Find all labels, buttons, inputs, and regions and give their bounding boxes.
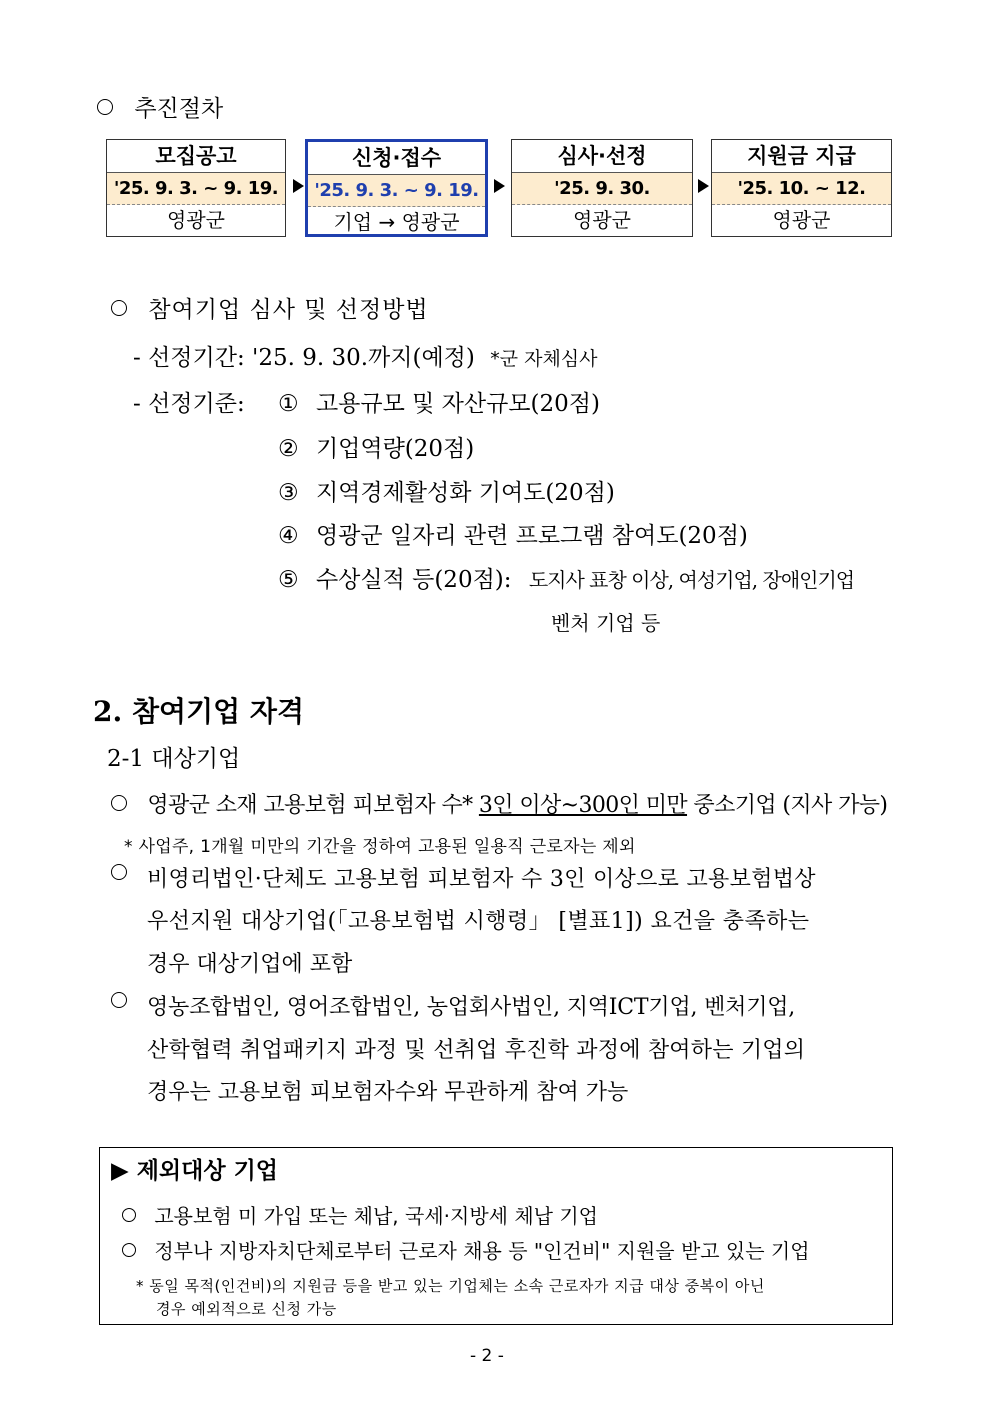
circle-bullet-icon xyxy=(122,1208,136,1222)
eligibility-line: 산학협력 취업패키지 과정 및 선취업 후진학 과정에 참여하는 기업의 xyxy=(147,1038,806,1063)
step-apply xyxy=(305,139,488,237)
step-date: '25. 9. 3. ~ 9. 19. xyxy=(107,173,285,205)
circle-bullet-icon xyxy=(111,992,127,1008)
step-actor: 영광군 xyxy=(772,208,831,232)
eligibility-line: 우선지원 대상기업(「고용보험법 시행령」 [별표1]) 요건을 충족하는 xyxy=(147,909,810,934)
eligibility-item xyxy=(111,990,127,1015)
exclusion-note: * 동일 목적(인건비)의 지원금 등을 받고 있는 기업체는 소속 근로자가 지급 대상 중복이 아닌 xyxy=(136,1277,765,1295)
step-recruit xyxy=(106,139,286,237)
step-date: '25. 9. 30. xyxy=(512,173,692,205)
step-actor: 영광군 xyxy=(167,208,225,232)
circle-bullet-icon xyxy=(122,1243,136,1257)
step-title: 모집공고 xyxy=(107,140,285,173)
exclusion-item: 고용보험 미 가입 또는 체납, 국세·지방세 체납 기업 xyxy=(122,1200,598,1229)
exclusion-item: 정부나 지방자치단체로부터 근로자 채용 등 "인건비" 지원을 받고 있는 기업 xyxy=(122,1235,810,1264)
exclusion-note: 경우 예외적으로 신청 가능 xyxy=(156,1300,337,1318)
step-actor: 기업 → 영광군 xyxy=(333,210,460,234)
criteria-label: - 선정기준: xyxy=(133,391,245,417)
eligibility-note: * 사업주, 1개월 미만의 기간을 정하여 고용된 일용직 근로자는 제외 xyxy=(124,837,636,857)
selection-period: - 선정기간: '25. 9. 30.까지(예정) *군 자체심사 xyxy=(133,345,598,371)
step-title: 신청·접수 xyxy=(308,142,485,175)
arrow-right-icon xyxy=(494,179,505,193)
step-actor: 영광군 xyxy=(573,208,631,232)
eligibility-item: 영광군 소재 고용보험 피보험자 수* 3인 이상~300인 미만 중소기업 (지사 가능) xyxy=(111,788,887,819)
criterion-item: ③ 지역경제활성화 기여도(20점) xyxy=(278,480,615,506)
circle-bullet-icon xyxy=(111,795,127,811)
circle-bullet-icon xyxy=(111,300,127,316)
criterion-item: ⑤ 수상실적 등(20점): 도지사 표창 이상, 여성기업, 장애인기업 xyxy=(278,567,855,593)
circle-bullet-icon xyxy=(97,99,113,115)
exclusion-title: ▶ 제외대상 기업 xyxy=(111,1158,279,1184)
criterion-item: ④ 영광군 일자리 관련 프로그램 참여도(20점) xyxy=(278,523,748,549)
criterion-item: ② 기업역량(20점) xyxy=(278,436,475,462)
criterion-extra: 벤처 기업 등 xyxy=(551,611,661,635)
selection-heading: 참여기업 심사 및 선정방법 xyxy=(111,291,429,324)
step-date: '25. 10. ~ 12. xyxy=(712,173,891,205)
page-number: - 2 - xyxy=(470,1346,504,1366)
arrow-right-icon xyxy=(698,179,709,193)
eligibility-line: 경우 대상기업에 포함 xyxy=(147,952,353,977)
arrow-right-icon xyxy=(293,179,304,193)
section-title: 2. 참여기업 자격 xyxy=(93,695,305,728)
eligibility-item xyxy=(111,862,127,887)
circle-bullet-icon xyxy=(111,864,127,880)
procedure-heading: 추진절차 xyxy=(97,90,223,123)
step-review xyxy=(511,139,693,237)
eligibility-line: 비영리법인·단체도 고용보험 피보험자 수 3인 이상으로 고용보험법상 xyxy=(147,867,816,892)
subsection-title: 2-1 대상기업 xyxy=(107,746,241,772)
step-title: 지원금 지급 xyxy=(712,140,891,173)
exclusion-box xyxy=(99,1147,893,1325)
step-date: '25. 9. 3. ~ 9. 19. xyxy=(308,175,485,207)
step-title: 심사·선정 xyxy=(512,140,692,173)
criterion-item: ① 고용규모 및 자산규모(20점) xyxy=(278,391,600,417)
eligibility-line: 경우는 고용보험 피보험자수와 무관하게 참여 가능 xyxy=(147,1080,629,1105)
eligibility-line: 영농조합법인, 영어조합법인, 농업회사법인, 지역ICT기업, 벤처기업, xyxy=(147,995,796,1020)
step-payment xyxy=(711,139,892,237)
